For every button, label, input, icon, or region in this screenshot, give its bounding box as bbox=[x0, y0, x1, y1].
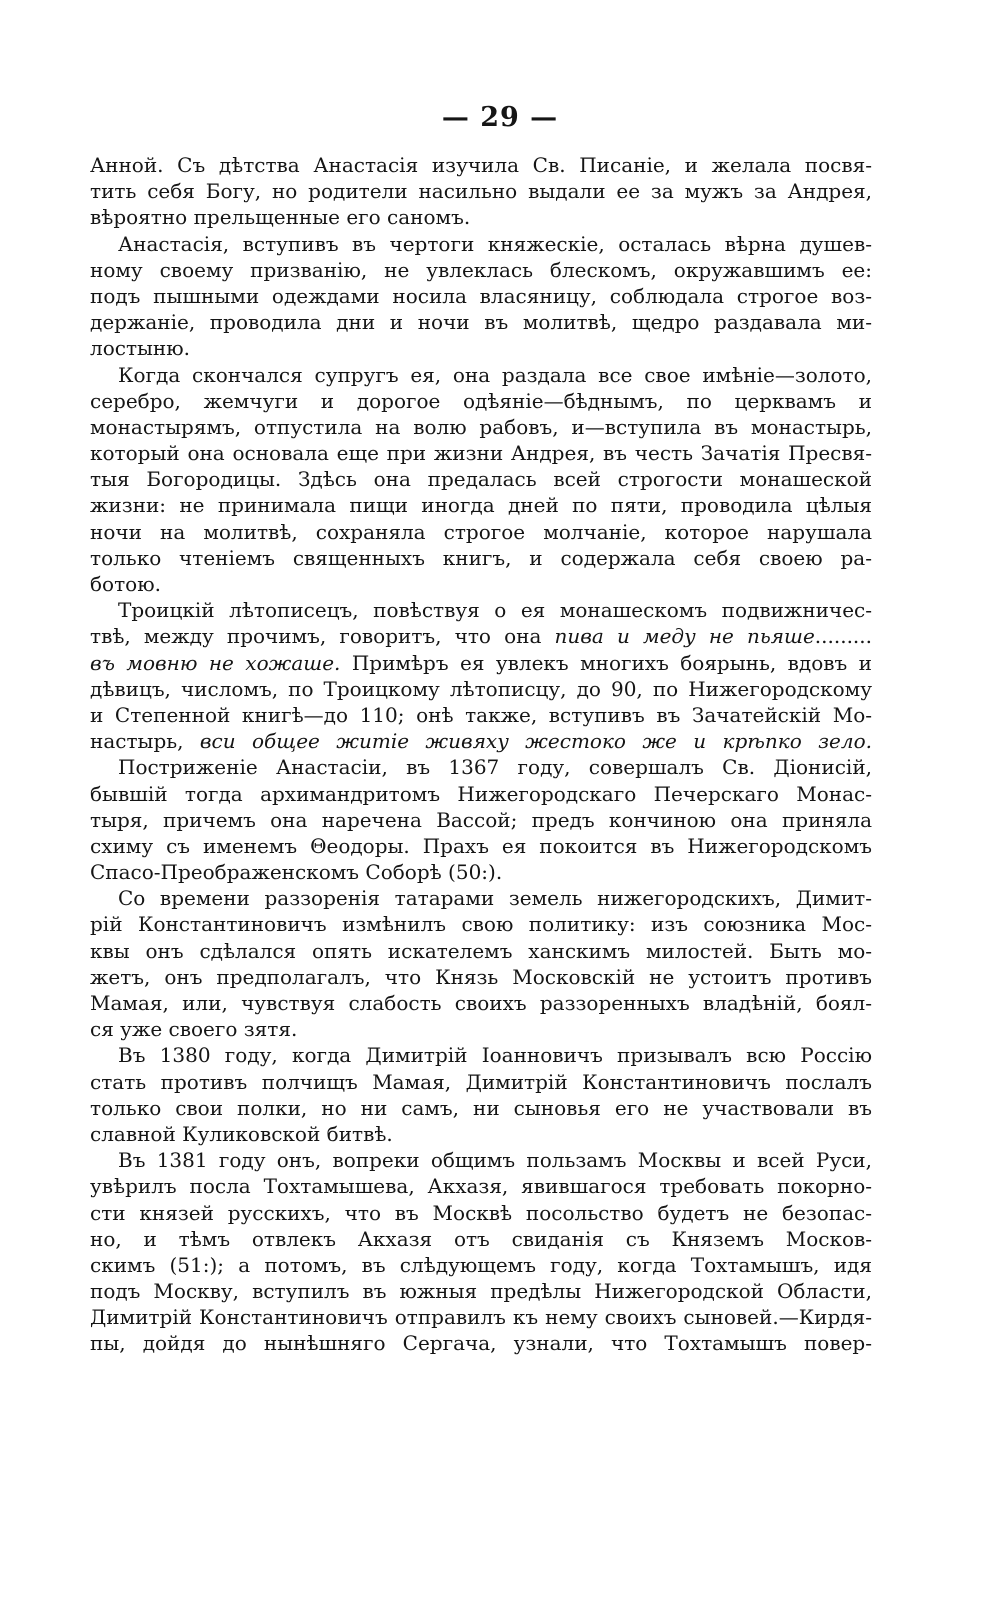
text-line bbox=[90, 309, 872, 335]
text-run: квы онъ сдѣлался опять искателемъ ханскимъ милостей. Быть мо- bbox=[90, 938, 872, 963]
text-line bbox=[90, 1200, 872, 1226]
text-line bbox=[90, 257, 872, 283]
text-line bbox=[90, 178, 872, 204]
text-run: пы, дойдя до нынѣшняго Сергача, узнали, что Тохтамышъ повер- bbox=[90, 1331, 872, 1356]
text-run: настырь, bbox=[90, 729, 200, 754]
text-line bbox=[90, 335, 872, 361]
text-run: Со времени раззоренія татарами земель нижегородскихъ, Димит- bbox=[118, 886, 872, 911]
text-line bbox=[90, 938, 872, 964]
text-run: Анной. Съ дѣтства Анастасія изучила Св. Писаніе, и желала посвя- bbox=[90, 153, 872, 177]
text-run: Когда скончался супругъ ея, она раздала все свое имѣніе—золото, bbox=[118, 362, 872, 387]
text-line bbox=[90, 1147, 872, 1173]
text-run: Димитрій Константиновичъ отправилъ къ нему своихъ сыновей.—Кирдя- bbox=[90, 1305, 872, 1330]
text-line bbox=[90, 414, 872, 440]
text-run: ся уже своего зятя. bbox=[90, 1017, 298, 1042]
text-line bbox=[90, 231, 872, 257]
text-run: сти князей русскихъ, что въ Москвѣ посольство будетъ не безопас- bbox=[90, 1200, 872, 1225]
text-run: рій Константиновичъ измѣнилъ свою политику: изъ союзника Мос- bbox=[90, 912, 872, 937]
text-line bbox=[90, 204, 872, 230]
text-run: только чтеніемъ священныхъ книгъ, и содержала себя своею ра- bbox=[90, 545, 872, 570]
text-run: твѣ, между прочимъ, говоритъ, что она bbox=[90, 624, 555, 649]
text-line bbox=[90, 1330, 872, 1356]
text-line bbox=[90, 990, 872, 1016]
text-run: жизни: не принимала пищи иногда дней по пяти, проводила цѣлыя bbox=[90, 493, 872, 518]
text-line bbox=[90, 859, 872, 885]
text-line bbox=[90, 1252, 872, 1278]
text-run: дѣвицъ, числомъ, по Троицкому лѣтописцу, до 90, по Нижегородскому bbox=[90, 676, 872, 701]
text-line bbox=[90, 283, 872, 309]
text-run: лостыню. bbox=[90, 336, 191, 361]
text-run: который она основала еще при жизни Андрея, въ честь Зачатія Пресвя- bbox=[90, 441, 872, 466]
text-line bbox=[90, 623, 872, 649]
text-line bbox=[90, 911, 872, 937]
text-line bbox=[90, 597, 872, 623]
text-line bbox=[90, 1016, 872, 1042]
text-run: ночи на молитвѣ, сохраняла строгое молчаніе, которое нарушала bbox=[90, 519, 872, 544]
text-run: вѣроятно прельщенные его саномъ. bbox=[90, 205, 471, 230]
text-line bbox=[90, 152, 872, 178]
text-line bbox=[90, 1095, 872, 1121]
text-run: Постриженіе Анастасіи, въ 1367 году, совершалъ Св. Діонисій, bbox=[118, 755, 872, 780]
text-run: подъ пышными одеждами носила власяницу, соблюдала строгое воз- bbox=[90, 283, 872, 308]
text-line bbox=[90, 702, 872, 728]
text-run: Въ 1380 году, когда Димитрій Іоанновичъ призывалъ всю Россію bbox=[118, 1043, 872, 1068]
text-line bbox=[90, 519, 872, 545]
text-line bbox=[90, 1304, 872, 1330]
text-run: жетъ, онъ предполагалъ, что Князь Московскій не устоитъ противъ bbox=[90, 964, 872, 989]
text-line bbox=[90, 545, 872, 571]
text-line bbox=[90, 1278, 872, 1304]
text-line bbox=[90, 885, 872, 911]
text-line bbox=[90, 964, 872, 990]
text-run: и Степенной книгѣ—до 110; онѣ также, вступивъ въ Зачатейскій Мо- bbox=[90, 702, 872, 727]
text-run: Мамая, или, чувствуя слабость своихъ раззоренныхъ владѣній, боял- bbox=[90, 991, 872, 1015]
text-run: Троицкій лѣтописецъ, повѣствуя о ея монашескомъ подвижничес- bbox=[118, 598, 872, 623]
text-run: Примѣръ ея увлекъ многихъ боярынь, вдовъ и bbox=[340, 650, 873, 675]
text-run: славной Куликовской битвѣ. bbox=[90, 1121, 393, 1146]
text-run: Спасо-Преображенскомъ Соборѣ (50:). bbox=[90, 860, 503, 885]
text-line bbox=[90, 362, 872, 388]
text-run: Анастасія, вступивъ въ чертоги княжескіе, осталась вѣрна душев- bbox=[118, 231, 872, 256]
italic-quote: въ мовню не хожаше. bbox=[90, 650, 341, 675]
text-run: тыря, причемъ она наречена Вассой; предъ кончиною она приняла bbox=[90, 807, 872, 832]
text-run: серебро, жемчуги и дорогое одѣяніе—бѣднымъ, по церквамъ и bbox=[90, 388, 872, 413]
text-line bbox=[90, 650, 872, 676]
text-line bbox=[90, 1042, 872, 1068]
text-line bbox=[90, 781, 872, 807]
text-line bbox=[90, 754, 872, 780]
body-text bbox=[90, 152, 872, 1357]
text-run: стать противъ полчищъ Мамая, Димитрій Константиновичъ послалъ bbox=[90, 1069, 872, 1094]
text-run: тить себя Богу, но родители насильно выдали ее за мужъ за Андрея, bbox=[90, 179, 872, 204]
page-number: — 29 — bbox=[441, 102, 559, 133]
text-run: бывшій тогда архимандритомъ Нижегородскаго Печерскаго Монас- bbox=[90, 781, 872, 806]
text-run: увѣрилъ посла Тохтамышева, Акхазя, явившагося требовать покорно- bbox=[90, 1174, 872, 1199]
text-line bbox=[90, 1173, 872, 1199]
text-line bbox=[90, 1121, 872, 1147]
text-line bbox=[90, 1226, 872, 1252]
text-line bbox=[90, 440, 872, 466]
text-run: скимъ (51:); а потомъ, въ слѣдующемъ году, когда Тохтамышъ, идя bbox=[90, 1252, 872, 1277]
text-run: монастырямъ, отпустила на волю рабовъ, и—вступила въ монастырь, bbox=[90, 414, 872, 439]
text-line bbox=[90, 807, 872, 833]
text-run: держаніе, проводила дни и ночи въ молитвѣ, щедро раздавала ми- bbox=[90, 310, 872, 335]
text-line bbox=[90, 388, 872, 414]
text-run: тыя Богородицы. Здѣсь она предалась всей строгости монашеской bbox=[90, 467, 872, 492]
text-run: схиму съ именемъ Θеодоры. Прахъ ея покоится въ Нижегородскомъ bbox=[90, 833, 872, 858]
text-run: Въ 1381 году онъ, вопреки общимъ пользамъ Москвы и всей Руси, bbox=[118, 1148, 872, 1173]
text-run: ботою. bbox=[90, 572, 161, 596]
text-line bbox=[90, 571, 872, 597]
text-line bbox=[90, 1069, 872, 1095]
italic-quote: вси общее житіе живяху жестоко же и крѣпко зело. bbox=[199, 729, 873, 754]
text-line bbox=[90, 833, 872, 859]
text-run: только свои полки, но ни самъ, ни сыновья его не участвовали въ bbox=[90, 1095, 872, 1120]
text-run: ному своему призванію, не увлеклась блескомъ, окружавшимъ ее: bbox=[90, 257, 872, 282]
text-line bbox=[90, 728, 872, 754]
text-run: ......... bbox=[814, 624, 872, 649]
text-run: подъ Москву, вступилъ въ южныя предѣлы Нижегородской Области, bbox=[90, 1279, 872, 1304]
text-line bbox=[90, 676, 872, 702]
text-line bbox=[90, 492, 872, 518]
text-line bbox=[90, 466, 872, 492]
italic-quote: пива и меду не пьяше bbox=[554, 624, 815, 649]
text-run: но, и тѣмъ отвлекъ Акхазя отъ свиданія съ Княземъ Москов- bbox=[90, 1226, 872, 1251]
